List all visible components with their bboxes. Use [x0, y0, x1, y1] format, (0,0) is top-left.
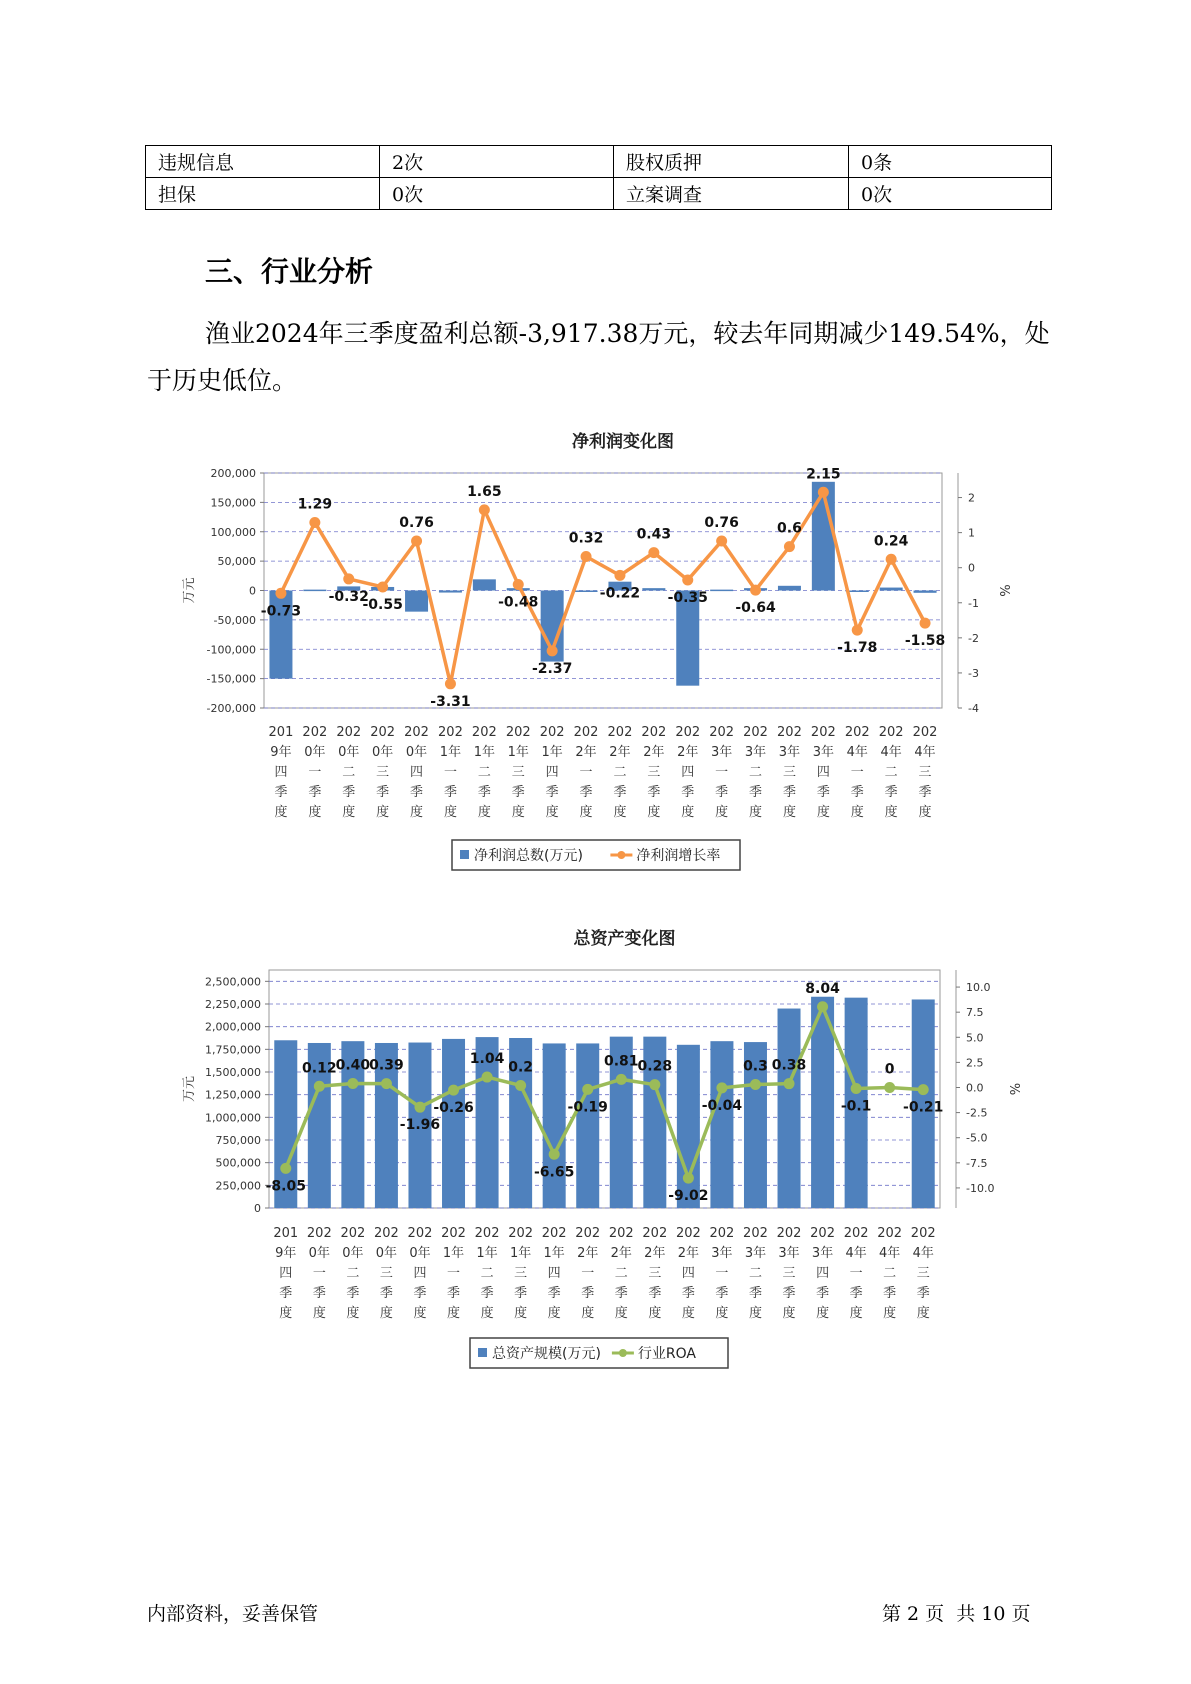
data-label: -0.19: [567, 1099, 608, 1116]
x-tick-label: 202 3年一季度: [709, 1226, 735, 1321]
y2-tick-label: -2: [968, 631, 979, 645]
line-point: [884, 1082, 895, 1093]
data-label: 2.15: [806, 466, 841, 483]
x-tick-label: 202 4年二季度: [878, 725, 904, 820]
data-label: 0.3: [743, 1058, 768, 1075]
x-tick-label: 202 3年四季度: [810, 1226, 835, 1321]
data-label: 0.76: [399, 515, 434, 532]
x-tick-label: 202 2年一季度: [573, 725, 599, 820]
table-cell: 2次: [380, 146, 614, 178]
line-point: [784, 1078, 795, 1089]
y-tick-label: 1,000,000: [205, 1111, 261, 1125]
y2-tick-label: 2.5: [966, 1056, 984, 1070]
line-point: [683, 1173, 694, 1184]
data-label: 0.6: [777, 520, 802, 537]
y-axis-label: 万元: [182, 577, 197, 604]
y2-tick-label: -7.5: [966, 1156, 988, 1170]
x-tick-label: 202 1年四季度: [539, 725, 565, 820]
table-cell: 0次: [849, 178, 1052, 210]
y-axis-label: 万元: [182, 1075, 197, 1103]
line-point: [549, 1149, 560, 1160]
y2-tick-label: -5.0: [966, 1131, 988, 1145]
line-point: [716, 1082, 727, 1093]
data-label: 0.43: [636, 526, 672, 543]
y2-tick-label: 0.0: [966, 1081, 984, 1095]
y2-tick-label: 0: [968, 561, 975, 575]
section-paragraph: 渔业2024年三季度盈利总额-3,917.38万元，较去年同期减少149.54%，处于历史低位。: [147, 319, 1050, 395]
line-point: [616, 1074, 627, 1085]
legend-line-label: 净利润增长率: [636, 848, 721, 864]
table-cell: 担保: [146, 178, 380, 210]
x-tick-label: 201 9年四季度: [268, 725, 294, 820]
line-point: [381, 1078, 392, 1089]
x-tick-label: 202 3年三季度: [776, 1226, 802, 1321]
section-title: 三、行业分析: [205, 255, 374, 288]
table-cell: 立案调查: [614, 178, 849, 210]
data-label: 1.29: [297, 496, 333, 513]
x-tick-label: 202 4年一季度: [844, 725, 870, 820]
y2-tick-label: -2.5: [966, 1106, 988, 1120]
data-label: -3.31: [430, 693, 471, 710]
y-tick-label: 1,500,000: [205, 1066, 261, 1079]
y-tick-label: 750,000: [215, 1134, 261, 1147]
line-point: [515, 1080, 526, 1091]
y2-tick-label: -1: [968, 596, 979, 610]
data-label: 1.65: [467, 483, 502, 500]
line-point: [851, 1083, 862, 1094]
x-tick-label: 202 0年二季度: [336, 725, 362, 820]
x-tick-label: 202 2年三季度: [642, 1226, 668, 1321]
table-cell: 0条: [849, 146, 1052, 178]
y-tick-label: 2,500,000: [205, 975, 261, 989]
bar: [710, 1041, 733, 1208]
y-tick-label: 50,000: [217, 555, 256, 569]
line-point: [582, 1084, 593, 1095]
x-tick-label: 202 1年二季度: [474, 1226, 500, 1321]
y-tick-label: 250,000: [215, 1179, 261, 1193]
x-tick-label: 202 4年二季度: [877, 1226, 903, 1321]
line-point: [280, 1163, 291, 1174]
bar: [778, 1009, 801, 1208]
y-tick-label: 200,000: [210, 467, 256, 480]
data-label: -0.32: [328, 588, 369, 605]
chart-title: 净利润变化图: [572, 432, 674, 452]
y2-tick-label: 7.5: [966, 1006, 984, 1020]
y2-tick-label: 10.0: [966, 981, 991, 995]
x-tick-label: 202 4年三季度: [912, 725, 938, 820]
legend-line-marker: [619, 1349, 627, 1357]
table-cell: 0次: [380, 178, 614, 210]
y-tick-label: 150,000: [210, 496, 256, 510]
x-tick-label: 202 0年三季度: [374, 1226, 399, 1321]
y-tick-label: 500,000: [215, 1156, 261, 1170]
x-tick-label: 202 0年四季度: [407, 1226, 433, 1321]
line-point: [314, 1081, 325, 1092]
data-label: 0.24: [873, 533, 909, 550]
legend-bar-label: 净利润总数(万元): [474, 848, 583, 864]
data-label: -6.65: [533, 1164, 575, 1181]
y-tick-label: 100,000: [210, 525, 256, 539]
data-label: 0.28: [637, 1058, 673, 1075]
x-tick-label: 202 0年三季度: [370, 725, 396, 820]
plot-area: [269, 970, 940, 1208]
data-label: 8.04: [805, 980, 840, 997]
line-point: [649, 1079, 660, 1090]
y2-axis-label: %: [1006, 1082, 1021, 1096]
table-cell: 股权质押: [614, 146, 849, 178]
y-tick-label: -50,000: [213, 613, 256, 627]
x-tick-label: 202 2年二季度: [607, 725, 633, 820]
data-label: -0.48: [498, 594, 539, 611]
x-tick-label: 202 1年三季度: [505, 725, 531, 820]
bar: [442, 1039, 465, 1208]
footer-note: 内部资料，妥善保管: [147, 1603, 319, 1625]
x-tick-label: 202 0年一季度: [302, 725, 328, 820]
data-label: 0.38: [771, 1057, 807, 1074]
line-point: [918, 1084, 929, 1095]
bar: [576, 1043, 599, 1208]
x-tick-label: 202 2年二季度: [608, 1226, 634, 1321]
x-tick-label: 201 9年四季度: [273, 1226, 299, 1321]
x-tick-label: 202 3年二季度: [743, 725, 768, 820]
data-label: 1.04: [469, 1051, 505, 1068]
y-tick-label: 2,000,000: [205, 1020, 261, 1034]
data-label: -0.22: [599, 585, 641, 602]
line-point: [482, 1072, 493, 1083]
data-label: 0: [884, 1061, 895, 1078]
line-point: [448, 1085, 459, 1096]
data-label: 0.2: [508, 1059, 534, 1076]
data-label: 0.12: [302, 1060, 337, 1077]
x-tick-label: 202 1年二季度: [471, 725, 497, 820]
data-label: -0.64: [735, 600, 776, 617]
data-label: -0.26: [433, 1100, 474, 1117]
line-point: [750, 1079, 761, 1090]
x-tick-label: 202 3年四季度: [810, 725, 836, 820]
x-tick-label: 202 3年二季度: [743, 1226, 768, 1321]
x-tick-label: 202 1年四季度: [541, 1226, 567, 1321]
data-label: -0.21: [903, 1099, 944, 1116]
y-tick-label: 0: [254, 1202, 261, 1215]
data-label: 0.76: [704, 515, 739, 532]
y-tick-label: -200,000: [206, 702, 256, 715]
line-point: [817, 1001, 828, 1012]
x-tick-label: 202 1年三季度: [508, 1226, 534, 1321]
x-tick-label: 202 0年二季度: [340, 1226, 366, 1321]
y-tick-label: -150,000: [206, 672, 256, 686]
data-label: 0.32: [568, 530, 604, 547]
y-tick-label: 1,250,000: [205, 1088, 261, 1102]
table-cell: 违规信息: [146, 146, 380, 178]
data-label: -1.58: [904, 633, 946, 650]
x-tick-label: 202 2年一季度: [575, 1226, 601, 1321]
data-label: -0.04: [701, 1097, 743, 1114]
data-label: 0.40: [335, 1057, 371, 1074]
y2-tick-label: 5.0: [966, 1031, 984, 1045]
x-tick-label: 202 4年三季度: [910, 1226, 936, 1321]
line-point: [347, 1078, 358, 1089]
y2-tick-label: -4: [968, 702, 979, 715]
x-tick-label: 202 2年三季度: [641, 725, 667, 820]
x-tick-label: 202 0年四季度: [404, 725, 429, 820]
data-label: -2.37: [531, 660, 573, 677]
data-label: 0.81: [604, 1053, 639, 1070]
y-tick-label: 1,750,000: [205, 1043, 261, 1057]
y2-axis-label: %: [996, 584, 1011, 597]
y2-tick-label: -3: [968, 666, 979, 680]
data-label: 0.39: [369, 1057, 404, 1074]
y2-tick-label: 2: [968, 491, 975, 505]
data-label: -1.78: [837, 640, 878, 657]
x-tick-label: 202 4年一季度: [843, 1226, 869, 1321]
chart-title: 总资产变化图: [573, 929, 676, 949]
x-tick-label: 202 2年四季度: [675, 1226, 701, 1321]
data-label: -0.35: [667, 589, 708, 606]
data-label: -0.55: [362, 596, 403, 613]
x-tick-label: 202 0年一季度: [306, 1226, 332, 1321]
x-tick-label: 202 1年一季度: [438, 725, 463, 820]
x-tick-label: 202 3年一季度: [709, 725, 735, 820]
data-label: -0.73: [260, 603, 302, 620]
y2-tick-label: 1: [968, 526, 975, 540]
line-point: [414, 1102, 425, 1113]
legend-line-label: 行业ROA: [637, 1346, 696, 1362]
y-tick-label: 0: [249, 584, 256, 598]
legend-bar-swatch: [478, 1348, 487, 1357]
y-tick-label: -100,000: [206, 643, 256, 657]
page-number: 第 2 页 共 10 页: [882, 1603, 1031, 1625]
data-label: -0.1: [840, 1098, 872, 1115]
y2-tick-label: -10.0: [966, 1181, 995, 1195]
x-tick-label: 202 2年四季度: [675, 725, 701, 820]
data-label: -1.96: [399, 1117, 441, 1134]
legend-bar-label: 总资产规模(万元): [492, 1346, 601, 1362]
data-label: -8.05: [265, 1178, 306, 1195]
bar: [543, 1043, 566, 1208]
x-tick-label: 202 3年三季度: [777, 725, 802, 820]
y-tick-label: 2,250,000: [205, 998, 261, 1011]
data-label: -9.02: [668, 1188, 709, 1205]
x-tick-label: 202 1年一季度: [441, 1226, 466, 1321]
